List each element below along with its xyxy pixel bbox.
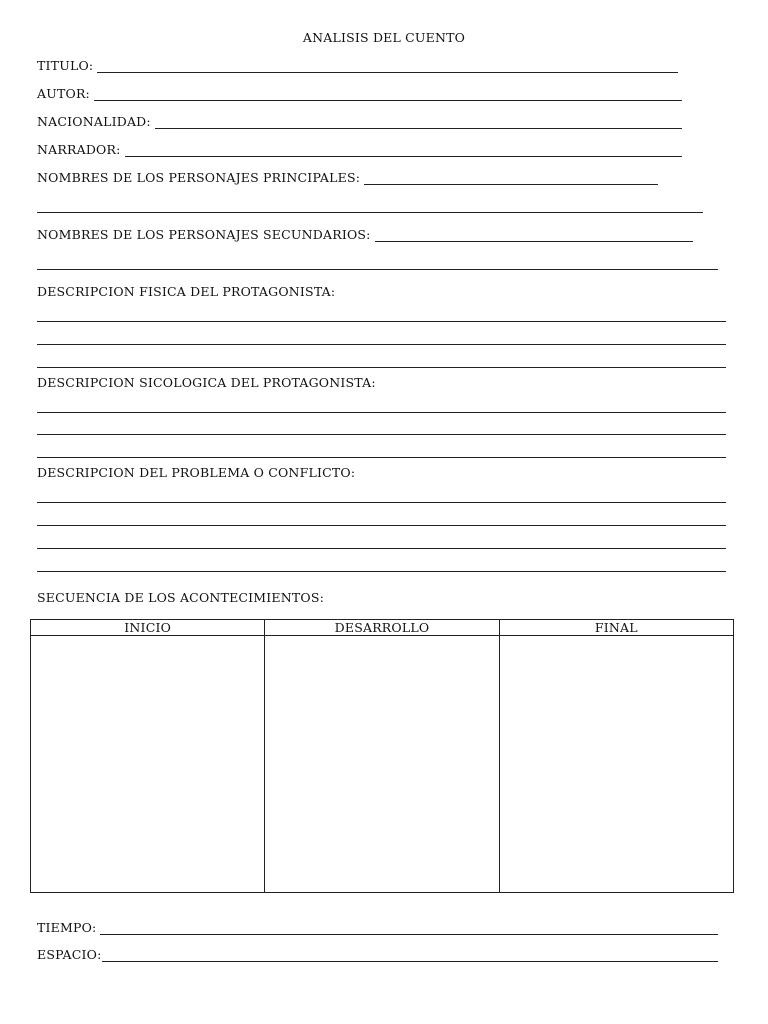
- sequence-table: [30, 619, 734, 893]
- nacionalidad-label: NACIONALIDAD:: [37, 114, 151, 129]
- sicologica-line-3[interactable]: [37, 457, 726, 458]
- principales-field: [37, 170, 658, 185]
- inicio-header: INICIO: [31, 620, 265, 636]
- conflicto-line-2[interactable]: [37, 525, 726, 526]
- document-title: ANALISIS DEL CUENTO: [302, 30, 466, 45]
- nacionalidad-field: [37, 114, 682, 129]
- fisica-line-3[interactable]: [37, 367, 726, 368]
- fisica-heading: DESCRIPCION FISICA DEL PROTAGONISTA:: [37, 284, 336, 299]
- desarrollo-header: DESARROLLO: [265, 620, 499, 636]
- narrador-label: NARRADOR:: [37, 142, 121, 157]
- conflicto-line-4[interactable]: [37, 571, 726, 572]
- principales-label: NOMBRES DE LOS PERSONAJES PRINCIPALES:: [37, 170, 361, 185]
- autor-field: [37, 86, 682, 101]
- sicologica-heading: DESCRIPCION SICOLOGICA DEL PROTAGONISTA:: [37, 375, 376, 390]
- tiempo-input-line[interactable]: [100, 920, 718, 935]
- fisica-line-2[interactable]: [37, 344, 726, 345]
- sicologica-line-1[interactable]: [37, 412, 726, 413]
- desarrollo-cell[interactable]: [265, 636, 499, 893]
- secundarios-field: [37, 227, 693, 242]
- titulo-label: TITULO:: [37, 58, 94, 73]
- espacio-label: ESPACIO:: [37, 947, 102, 962]
- autor-label: AUTOR:: [37, 86, 90, 101]
- secundarios-input-line[interactable]: [375, 227, 693, 242]
- titulo-field: [37, 58, 678, 73]
- conflicto-line-1[interactable]: [37, 502, 726, 503]
- narrador-input-line[interactable]: [125, 142, 682, 157]
- conflicto-line-3[interactable]: [37, 548, 726, 549]
- narrador-field: [37, 142, 682, 157]
- tiempo-field: [37, 920, 718, 935]
- espacio-input-line[interactable]: [102, 947, 718, 962]
- principales-extra-line[interactable]: [37, 212, 703, 213]
- conflicto-heading: DESCRIPCION DEL PROBLEMA O CONFLICTO:: [37, 465, 356, 480]
- inicio-cell[interactable]: [31, 636, 265, 893]
- secundarios-extra-line[interactable]: [37, 269, 718, 270]
- fisica-line-1[interactable]: [37, 321, 726, 322]
- espacio-field: [37, 947, 718, 962]
- tiempo-label: TIEMPO:: [37, 920, 97, 935]
- principales-input-line[interactable]: [364, 170, 658, 185]
- secundarios-label: NOMBRES DE LOS PERSONAJES SECUNDARIOS:: [37, 227, 371, 242]
- secuencia-heading: SECUENCIA DE LOS ACONTECIMIENTOS:: [37, 590, 325, 605]
- titulo-input-line[interactable]: [97, 58, 678, 73]
- autor-input-line[interactable]: [94, 86, 682, 101]
- sicologica-line-2[interactable]: [37, 434, 726, 435]
- final-header: FINAL: [499, 620, 733, 636]
- nacionalidad-input-line[interactable]: [155, 114, 682, 129]
- final-cell[interactable]: [499, 636, 733, 893]
